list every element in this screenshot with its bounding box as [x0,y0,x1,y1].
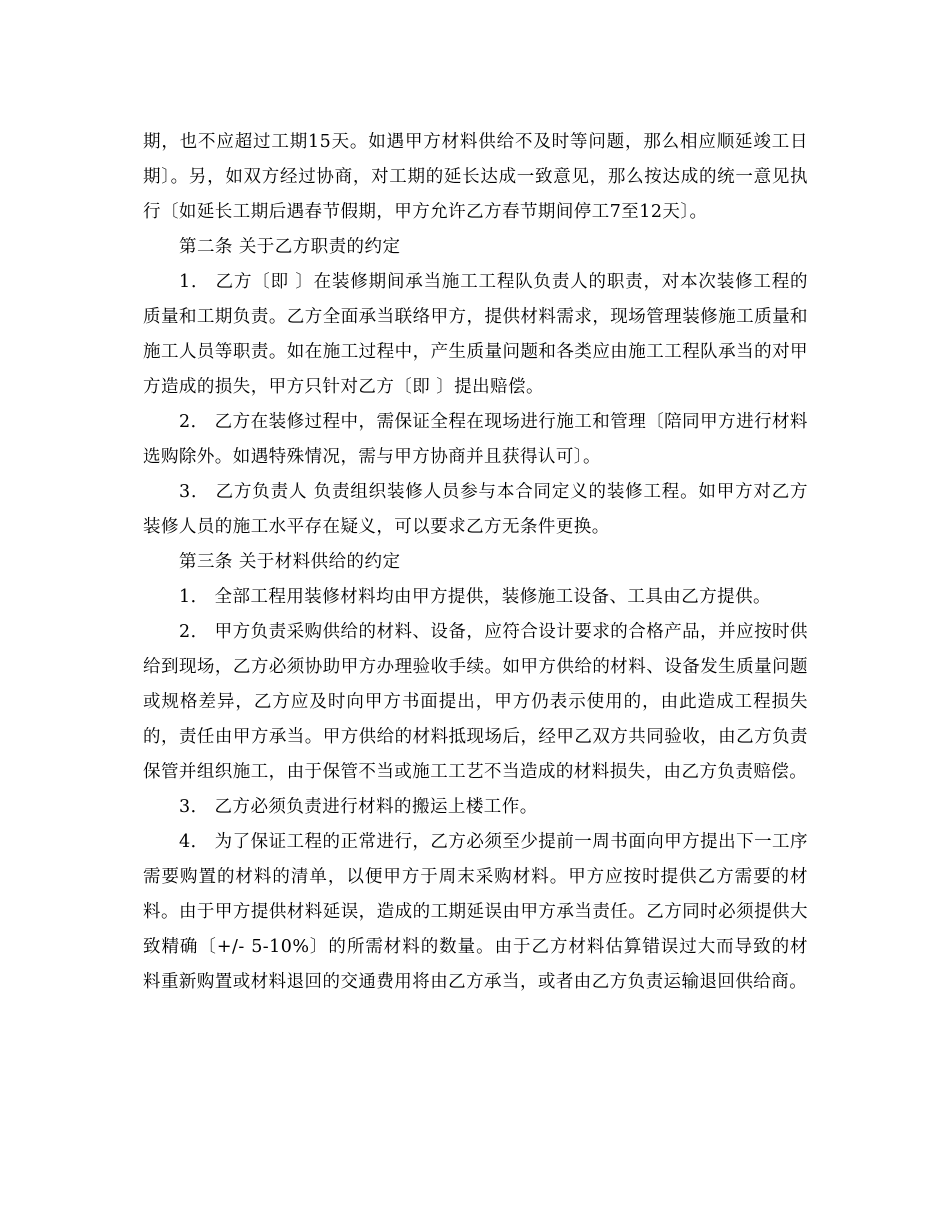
article-3-clause-3: 3． 乙方必须负责进行材料的搬运上楼工作。 [179,797,538,817]
article-2-heading: 第二条 关于乙方职责的约定 [179,237,401,257]
article-2-clause-3: 3． 乙方负责人 负责组织装修人员参与本合同定义的装修工程。如甲方对乙方装修人员的施工水平存在疑义，可以要求乙方无条件更换。 [143,482,808,537]
contract-body [143,125,808,1000]
paragraph-continuation: 期，也不应超过工期15天。如遇甲方材料供给不及时等问题，那么相应顺延竣工日期〕。另，如双方经过协商，对工期的延长达成一致意见，那么按达成的统一意见执行〔如延长工期后遇春节假期，甲方允许乙方春节期间停工7至12天〕。 [143,132,808,222]
article-3-clause-4: 4． 为了保证工程的正常进行，乙方必须至少提前一周书面向甲方提出下一工序需要购置的材料的清单，以便甲方于周末采购材料。甲方应按时提供乙方需要的材料。由于甲方提供材料延误，造成的工期延误由甲方承当责任。乙方同时必须提供大致精确〔+/- 5-10%〕的所需材料的数量。由于乙方材料估算错误过大而导致的材料重新购置或材料退回的交通费用将由乙方承当，或者由乙方负责运输退回供给商。 [143,832,808,992]
article-3-clause-1: 1． 全部工程用装修材料均由甲方提供，装修施工设备、工具由乙方提供。 [179,587,771,607]
article-2-clause-1: 1． 乙方〔即 〕在装修期间承当施工工程队负责人的职责，对本次装修工程的质量和工期负责。乙方全面承当联络甲方，提供材料需求，现场管理装修施工质量和施工人员等职责。如在施工过程中，产生质量问题和各类应由施工工程队承当的对甲方造成的损失，甲方只针对乙方〔即 〕提出赔偿。 [143,272,808,397]
article-2-clause-2: 2． 乙方在装修过程中，需保证全程在现场进行施工和管理〔陪同甲方进行材料选购除外。如遇特殊情况，需与甲方协商并且获得认可〕。 [143,412,808,467]
article-3-heading: 第三条 关于材料供给的约定 [179,552,401,572]
article-3-clause-2: 2． 甲方负责采购供给的材料、设备，应符合设计要求的合格产品，并应按时供给到现场，乙方必须协助甲方办理验收手续。如甲方供给的材料、设备发生质量问题或规格差异，乙方应及时向甲方书面提出，甲方仍表示使用的，由此造成工程损失的，责任由甲方承当。甲方供给的材料抵现场后，经甲乙双方共同验收，由乙方负责保管并组织施工，由于保管不当或施工工艺不当造成的材料损失，由乙方负责赔偿。 [143,622,808,782]
